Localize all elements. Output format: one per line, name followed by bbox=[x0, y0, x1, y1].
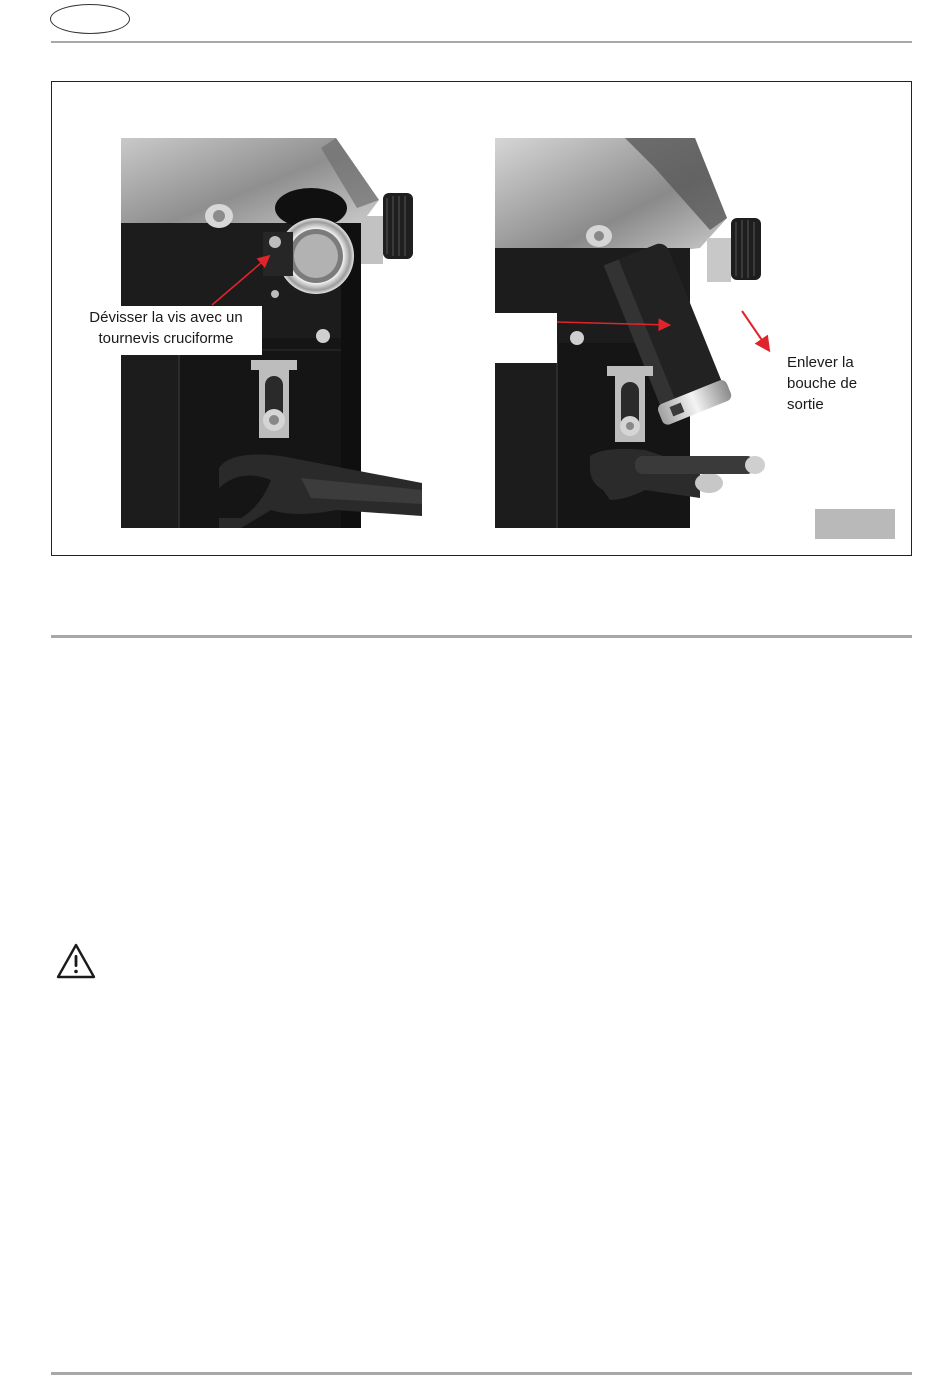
warning-triangle-icon bbox=[55, 942, 97, 980]
section-rule bbox=[51, 635, 912, 638]
header-rule bbox=[51, 41, 912, 43]
footer-rule bbox=[51, 1372, 912, 1375]
figure-label-tab bbox=[815, 509, 895, 539]
language-badge bbox=[50, 4, 130, 34]
callout-unscrew: Dévisser la vis avec un tournevis cruciforme bbox=[70, 306, 262, 355]
label-patch bbox=[495, 313, 557, 363]
callout-remove-spout: Enlever la bouche de sortie bbox=[787, 354, 858, 413]
